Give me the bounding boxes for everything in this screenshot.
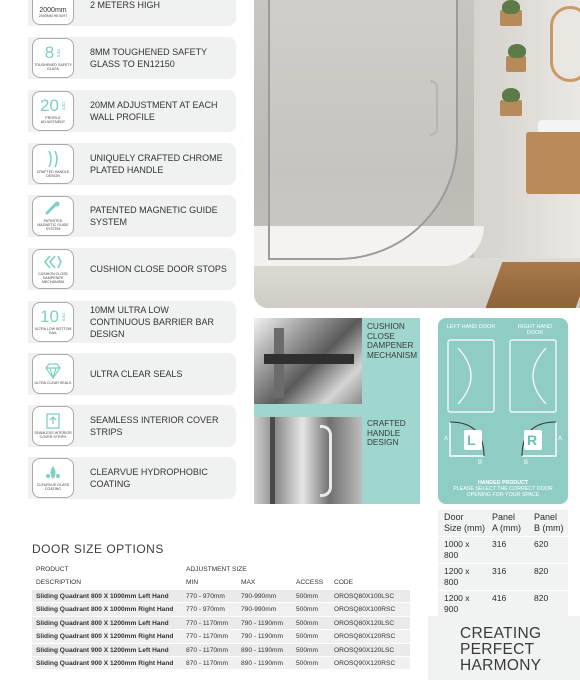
cell-access: 500mm (296, 633, 318, 641)
right-letter: R (527, 432, 538, 448)
feature-text: 20MM ADJUSTMENT AT EACH WALL PROFILE (90, 100, 218, 122)
feature-item (28, 248, 236, 290)
icon-caption: TOUGHENED SAFETY GLASS (34, 63, 72, 71)
table-cell: 620 (534, 539, 549, 549)
icon-number: 20 (40, 96, 59, 115)
cell-desc: Sliding Quadrant 800 X 1000mm Right Hand (36, 606, 174, 614)
handle-icon (32, 144, 74, 184)
cell-desc: Sliding Quadrant 900 X 1200mm Right Hand (36, 659, 174, 667)
table-cell: 416 (492, 593, 507, 603)
header-description: DESCRIPTION (36, 579, 82, 586)
header-cell: A (mm) (492, 523, 521, 533)
cell-min: 870 - 1170mm (186, 659, 229, 667)
header-cell: Panel (534, 512, 558, 522)
header-cell: B (mm) (534, 523, 564, 533)
left-b-label: B (478, 460, 483, 466)
feature-text: 10MM ULTRA LOW CONTINUOUS BARRIER BAR DESIGN (90, 305, 215, 339)
clear-seals-icon (32, 354, 74, 394)
table-row (32, 656, 410, 669)
cell-min: 770 - 1170mm (186, 633, 229, 641)
icon-unit: mm (59, 101, 66, 111)
icon-unit: mm (59, 312, 66, 322)
table-row (438, 564, 568, 591)
left-hand-label: LEFT HAND DOOR (446, 324, 496, 330)
table-cell: 1000 x 800 (444, 539, 470, 560)
table-cell: 820 (534, 566, 549, 576)
right-b-label: B (524, 460, 529, 466)
profile-adjustment-icon (32, 91, 74, 131)
cell-access: 500mm (296, 619, 318, 627)
table-row (32, 629, 410, 642)
bottom-rail-icon (32, 302, 74, 342)
door-diagrams (438, 318, 568, 504)
header-cell: Panel (492, 512, 516, 522)
options-header-row (32, 563, 410, 576)
cell-max: 790 - 1190mm (241, 633, 284, 641)
table-header (438, 510, 568, 537)
icon-caption: ULTRA CLEAR SEALS (34, 381, 72, 385)
handle-label: CRAFTED HANDLE DESIGN (367, 419, 406, 447)
feature-text: PATENTED MAGNETIC GUIDE SYSTEM (90, 205, 218, 227)
table-row (32, 589, 410, 602)
magnetic-guide-icon (32, 196, 74, 236)
header-code: CODE (334, 579, 354, 586)
slogan (428, 616, 580, 680)
icon-caption: CUSHION CLOSE DAMPENER MECHANISM (38, 272, 68, 284)
handed-title: HANDED PRODUCT (477, 480, 529, 486)
header-cell: Size (mm) (444, 523, 485, 533)
left-letter: L (467, 432, 476, 448)
header-min: MIN (186, 579, 199, 586)
cell-desc: Sliding Quadrant 800 X 1200mm Right Hand (36, 633, 174, 641)
feature-text: SEAMLESS INTERIOR COVER STRIPS (90, 415, 219, 437)
cell-max: 890 - 1190mm (241, 646, 284, 654)
icon-caption: PATENTED MAGNETIC GUIDE SYSTEM (37, 219, 69, 231)
cell-desc: Sliding Quadrant 800 X 1200mm Left Hand (36, 619, 169, 627)
feature-item (28, 301, 236, 343)
door-size-options-table (32, 563, 410, 669)
cell-code: OROSQ80X100LSC (334, 593, 395, 600)
table-row (32, 602, 410, 615)
handed-diagram (438, 318, 568, 504)
dampener-photo (254, 318, 362, 404)
feature-item (28, 143, 236, 185)
icon-unit: mm (55, 48, 62, 58)
table-row (438, 537, 568, 564)
slogan-line: HARMONY (460, 657, 542, 674)
door-panel-table (438, 510, 568, 618)
cell-access: 500mm (296, 659, 318, 667)
feature-item (28, 405, 236, 447)
cell-access: 500mm (296, 646, 318, 654)
slogan-line: CREATING (460, 625, 542, 642)
table-row (32, 643, 410, 656)
cell-min: 870 - 1170mm (186, 646, 229, 654)
cell-desc: Sliding Quadrant 800 X 1000mm Left Hand (36, 593, 169, 600)
table-cell: 1200 x 900 (444, 593, 470, 614)
table-cell: 820 (534, 593, 549, 603)
slogan-line: PERFECT (460, 641, 535, 658)
table-cell: 316 (492, 566, 507, 576)
left-a-label: A (444, 436, 449, 442)
feature-item (28, 195, 236, 237)
right-a-label: A (558, 436, 563, 442)
icon-caption: CLEARVUE GLASS COATING (36, 483, 70, 491)
icon-number: 8 (44, 43, 55, 62)
feature-item (28, 353, 236, 395)
table-cell: 1200 x 800 (444, 566, 470, 587)
feature-item (28, 457, 236, 499)
height-2000mm-icon (32, 0, 74, 25)
table-cell: 316 (492, 539, 507, 549)
cell-min: 770 - 970mm (186, 593, 225, 600)
feature-text: 2 METERS HIGH (90, 0, 161, 10)
shower-enclosure-photo (254, 0, 580, 308)
cell-max: 790-990mm (241, 593, 277, 600)
feature-text: CLEARVUE HYDROPHOBIC COATING (90, 467, 208, 489)
header-access: ACCESS (296, 579, 324, 586)
cell-max: 790 - 1190mm (241, 619, 284, 627)
cell-code: OROSQ80X120LSC (334, 619, 395, 627)
header-cell: Door (444, 512, 464, 522)
icon-caption: CRAFTED HANDLE DESIGN (36, 170, 70, 178)
door-size-options-title: DOOR SIZE OPTIONS (32, 542, 164, 556)
handle-photo (254, 417, 362, 504)
icon-caption: PROFILE ADJUSTMENT (40, 116, 66, 124)
cell-access: 500mm (296, 606, 318, 614)
feature-text: ULTRA CLEAR SEALS (90, 369, 183, 379)
right-hand-label: RIGHT HAND DOOR (517, 324, 553, 336)
feature-text: UNIQUELY CRAFTED CHROME PLATED HANDLE (90, 153, 223, 175)
handed-footnote (442, 480, 564, 498)
cell-max: 790-990mm (241, 606, 277, 614)
feature-item (28, 0, 236, 26)
cell-code: OROSQ80X100RSC (334, 606, 396, 614)
options-header-row (32, 576, 410, 589)
height-icon-label: 2000mm (39, 6, 67, 14)
cover-strips-icon (32, 406, 74, 446)
feature-item (28, 37, 236, 79)
icon-caption: SEAMLESS INTERIOR COVER STRIPS (34, 431, 72, 439)
table-row (438, 591, 568, 618)
hydrophobic-coating-icon (32, 458, 74, 498)
cell-min: 770 - 1170mm (186, 619, 229, 627)
feature-text: CUSHION CLOSE DOOR STOPS (90, 264, 227, 274)
toughened-glass-icon (32, 38, 74, 78)
cell-code: OROSQ90X120RSC (334, 659, 396, 667)
header-max: MAX (241, 579, 256, 586)
dampener-label: CUSHION CLOSE DAMPENER MECHANISM (367, 322, 418, 360)
table-row (32, 616, 410, 629)
feature-text: 8MM TOUGHENED SAFETY GLASS TO EN12150 (90, 47, 208, 69)
cell-desc: Sliding Quadrant 900 X 1200mm Left Hand (36, 646, 169, 654)
cell-min: 770 - 970mm (186, 606, 225, 614)
cell-max: 890 - 1190mm (241, 659, 284, 667)
cell-access: 500mm (296, 593, 318, 600)
icon-caption: ULTRA LOW BOTTOM RAIL (34, 327, 72, 335)
icon-number: 10 (40, 307, 59, 326)
handed-text: PLEASE SELECT THE CORRECT DOOR OPENING FOR YOUR SPACE (453, 486, 553, 498)
cell-code: OROSQ90X120LSC (334, 646, 395, 654)
header-product: PRODUCT (36, 566, 69, 573)
icon-caption: 2000MM HEIGHT (38, 13, 68, 18)
header-adjustment: ADJUSTMENT SIZE (186, 566, 247, 573)
feature-item (28, 90, 236, 132)
cell-code: OROSQ80X120RSC (334, 633, 396, 641)
cushion-close-icon (32, 249, 74, 289)
